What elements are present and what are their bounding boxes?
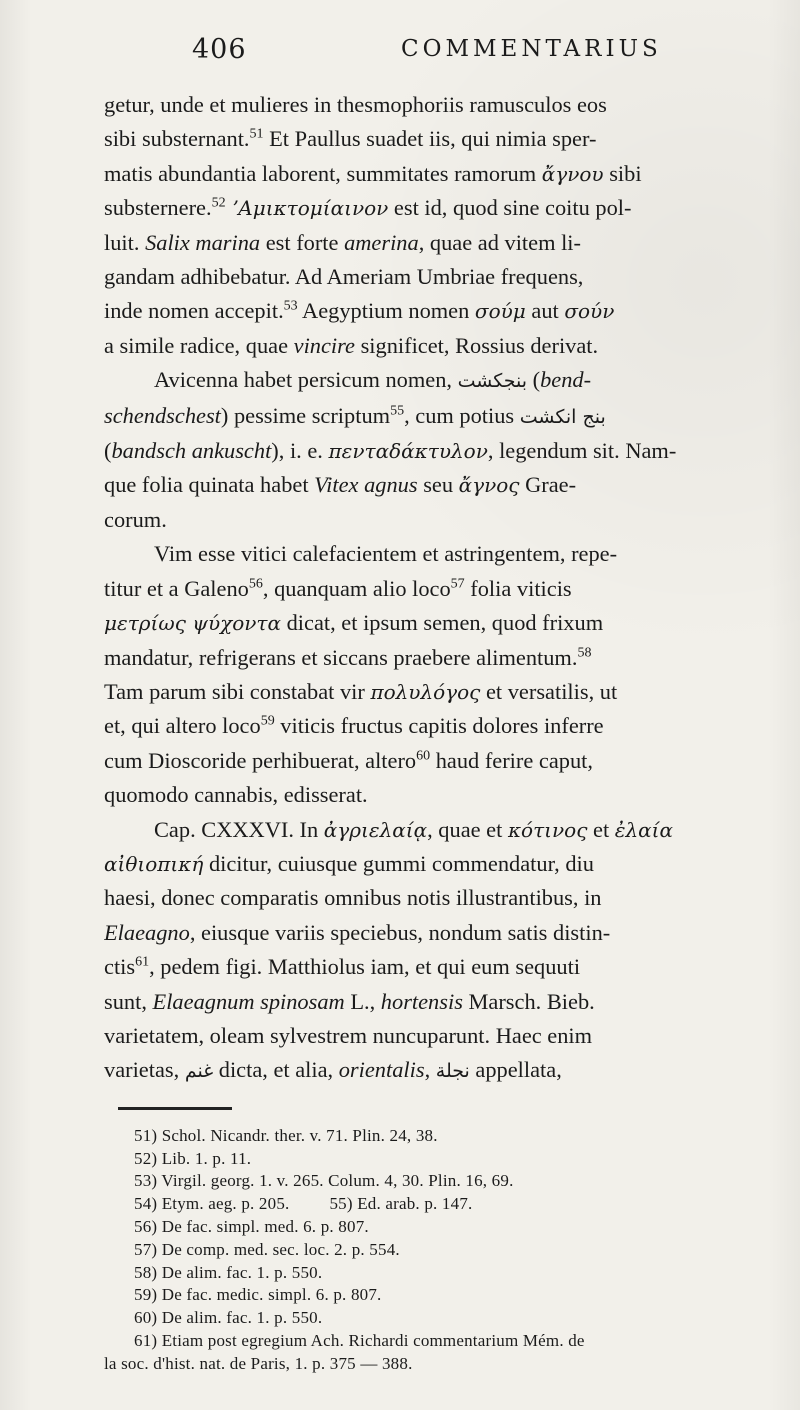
footnote: 56) De fac. simpl. med. 6. p. 807. (134, 1216, 369, 1236)
footnote: 58) De alim. fac. 1. p. 550. (134, 1262, 323, 1282)
greek-term: ʼΑμικτομίαινον (225, 196, 389, 221)
footnote: 61) Etiam post egregium Ach. Richardi commentarium Mém. de (134, 1330, 585, 1350)
italic-term: orientalis (338, 1057, 425, 1083)
paragraph-start-line: Vim esse vitici calefacientem et astringentem, repe- (154, 541, 618, 567)
footnote-ref: 52 (211, 195, 226, 211)
text-line: sibi substernant.$^{51}$ Et Paullus suadet iis, qui nimia sper- (104, 126, 597, 152)
footnote: 52) Lib. 1. p. 11. (134, 1148, 252, 1168)
greek-term: μετρίως ψύχοντα (104, 611, 281, 636)
italic-term: Salix marina (145, 229, 261, 255)
text-line: Elaeagno, eiusque variis speciebus, nondum satis distin- (104, 919, 611, 945)
greek-term: ἄγνου (541, 161, 604, 186)
text-line: matis abundantia laborent, summitates ramorum ἄγνου sibi (104, 160, 642, 186)
text-line: gandam adhibebatur. Ad Ameriam Umbriae frequens, (104, 264, 584, 290)
greek-term: ἄγνος (458, 473, 520, 498)
greek-term: σούμ (474, 299, 526, 324)
text-line: Tam parum sibi constabat vir πολυλόγος et versatilis, ut (104, 678, 618, 704)
text-line: varietatem, oleam sylvestrem nuncuparunt. Haec enim (104, 1022, 593, 1048)
greek-term: σούν (564, 299, 615, 324)
greek-term: πενταδάκτυλον (328, 439, 488, 464)
footnote-ref: 57 (450, 576, 465, 592)
text-line: αἰθιοπική dicitur, cuiusque gummi commendatur, diu (104, 850, 594, 876)
page-number: 406 (192, 34, 247, 65)
text-line: inde nomen accepit.$^{53}$ Aegyptium nomen σούμ aut σούν (104, 298, 615, 324)
greek-term: κότινος (507, 817, 588, 842)
footnote-ref: 59 (260, 713, 275, 729)
italic-term: hortensis (380, 988, 463, 1014)
paragraph-start-line: Cap. CXXXVI. In ἀγριελαίᾳ, quae et κότινος et ἐλαία (154, 816, 674, 842)
italic-term: vincire (293, 332, 355, 358)
paragraph-start-line: Avicenna habet persicum nomen, بنجكشت (bend- (154, 367, 592, 393)
arabic-term: نجلة (435, 1060, 470, 1083)
text-line: mandatur, refrigerans et siccans praebere alimentum.$^{58}$ (104, 644, 592, 670)
text-line: et, qui altero loco$^{59}$ viticis fructus capitis dolores inferre (104, 713, 604, 739)
footnote: 53) Virgil. georg. 1. v. 265. Colum. 4, 30. Plin. 16, 69. (134, 1171, 514, 1191)
text-line: a simile radice, quae vincire significet, Rossius derivat. (104, 332, 599, 358)
italic-term: Vitex agnus (314, 472, 418, 498)
text-line: schendschest) pessime scriptum$^{55}$, cum potius بنج انكشت (104, 402, 606, 428)
main-text (104, 88, 780, 1089)
text-line: μετρίως ψύχοντα dicat, et ipsum semen, quod frixum (104, 610, 604, 636)
text-line: luit. Salix marina est forte amerina, quae ad vitem li- (104, 229, 581, 255)
footnote-ref: 55 (390, 403, 405, 419)
page-header (104, 34, 766, 88)
footnote-pair (104, 1193, 794, 1216)
footnote-ref: 58 (577, 645, 592, 661)
footnote-ref: 56 (248, 576, 263, 592)
text-line: sunt, Elaeagnum spinosam L., hortensis Marsch. Bieb. (104, 988, 595, 1014)
footnote-ref: 53 (283, 298, 298, 314)
text-line: (bandsch ankuscht), i. e. πενταδάκτυλον, legendum sit. Nam- (104, 438, 677, 464)
greek-term: πολυλόγος (370, 679, 481, 704)
footnote: 54) Etym. aeg. p. 205. (134, 1194, 290, 1214)
footnote: 55) Ed. arab. p. 147. (329, 1194, 473, 1214)
arabic-term: غنم (184, 1060, 214, 1083)
greek-term: αἰθιοπική (104, 851, 204, 876)
greek-term: ἀγριελαίᾳ (323, 817, 428, 842)
italic-term: bandsch ankuscht (111, 438, 272, 464)
text-line: substernere.$^{52}$ ʼΑμικτομίαινον est id, quod sine coitu pol- (104, 195, 632, 221)
footnotes (104, 1125, 794, 1376)
text-line: haesi, donec comparatis omnibus notis illustrantibus, in (104, 885, 602, 911)
greek-term: ἐλαία (614, 817, 674, 842)
footnote: 57) De comp. med. sec. loc. 2. p. 554. (134, 1239, 400, 1259)
text-line: que folia quinata habet Vitex agnus seu ἄγνος Grae- (104, 472, 577, 498)
footnote: 51) Schol. Nicandr. ther. v. 71. Plin. 24, 38. (134, 1125, 438, 1145)
footnote-ref: 51 (249, 126, 264, 142)
text-line: getur, unde et mulieres in thesmophoriis ramusculos eos (104, 92, 607, 117)
text-line: ctis$^{61}$, pedem figi. Matthiolus iam, et qui eum sequuti (104, 954, 581, 980)
text-line: quomodo cannabis, edisserat. (104, 782, 368, 808)
running-head: COMMENTARIUS (401, 36, 662, 62)
italic-term: amerina (344, 229, 419, 255)
text-line: cum Dioscoride perhibuerat, altero$^{60}$ haud ferire caput, (104, 747, 593, 773)
text-line: titur et a Galeno$^{56}$, quanquam alio loco$^{57}$ folia viticis (104, 575, 572, 601)
arabic-term: بنج انكشت (519, 405, 606, 428)
footnote-continuation: la soc. d'hist. nat. de Paris, 1. p. 375 — 388. (104, 1353, 413, 1373)
text-line: varietas, غنم dicta, et alia, orientalis, نجلة appellata, (104, 1057, 562, 1083)
text-line: corum. (104, 506, 167, 532)
footnote-ref: 60 (416, 748, 431, 764)
footnote: 59) De fac. medic. simpl. 6. p. 807. (134, 1285, 382, 1305)
footnote-separator (118, 1107, 232, 1110)
italic-term: bend- (540, 367, 592, 393)
arabic-term: بنجكشت (457, 370, 528, 393)
italic-term: schendschest (104, 402, 221, 428)
footnote: 60) De alim. fac. 1. p. 550. (134, 1308, 323, 1328)
footnote-ref: 61 (135, 954, 150, 970)
italic-term: Elaeagno (104, 919, 190, 945)
italic-term: Elaeagnum spinosam (152, 988, 345, 1014)
